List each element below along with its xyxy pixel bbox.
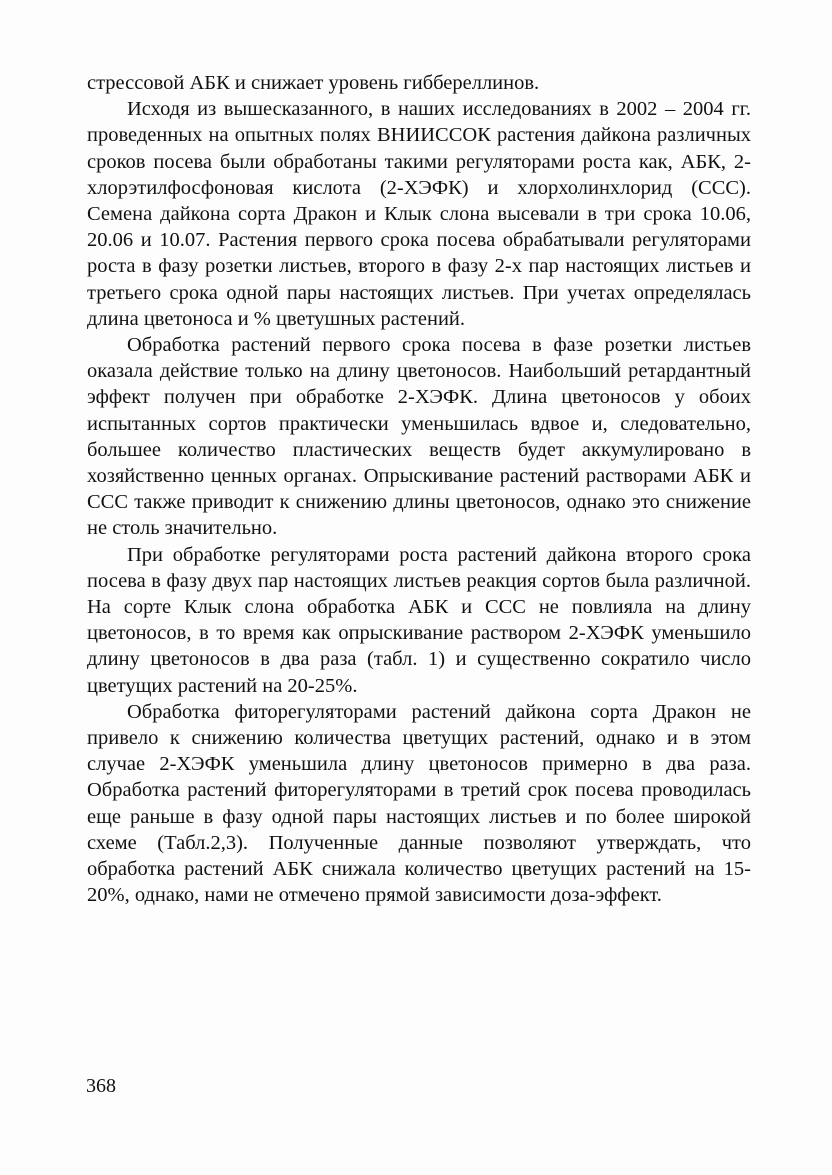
paragraph-continuation: стрессовой АБК и снижает уровень гиббереллинов. [87, 72, 540, 94]
paragraph: Исходя из вышесказанного, в наших исследованиях в 2002 – 2004 гг. проведенных на опытных полях ВНИИССОК растения дайкона различных сроков посева были обработаны такими регуляторами роста как, АБК, 2-хлорэтилфосфоновая кислота (2-ХЭФК) и хлорхолинхлорид (ССС). Семена дайкона сорта Дракон и Клык слона высевали в три срока 10.06, 20.06 и 10.07. Растения первого срока посева обрабатывали регуляторами роста в фазу розетки листьев, второго в фазу 2-х пар настоящих листьев и третьего срока одной пары настоящих листьев. При учетах определялась длина цветоноса и % цветушных растений. [87, 98, 751, 330]
paragraph: При обработке регуляторами роста растений дайкона второго срока посева в фазу двух пар настоящих листьев реакция сортов была различной. На сорте Клык слона обработка АБК и ССС не повлияла на длину цветоносов, в то время как опрыскивание раствором 2-ХЭФК уменьшило длину цветоносов в два раза (табл. 1) и существенно сократило число цветущих растений на 20-25%. [87, 543, 751, 697]
paragraph: Обработка фиторегуляторами растений дайкона сорта Дракон не привело к снижению количества цветущих растений, однако и в этом случае 2-ХЭФК уменьшила длину цветоносов примерно в два раза. Обработка растений фиторегуляторами в третий срок посева проводилась еще раньше в фазу одной пары настоящих листьев и по более широкой схеме (Табл.2,3). Полученные данные позволяют утверждать, что обработка растений АБК снижала количество цветущих растений на 15-20%, однако, нами не отмечено прямой зависимости доза-эффект. [87, 700, 751, 907]
page-number: 368 [86, 1075, 116, 1097]
paragraph: Обработка растений первого срока посева в фазе розетки листьев оказала действие только на длину цветоносов. Наибольший ретардантный эффект получен при обработке 2-ХЭФК. Длина цветоносов у обоих испытанных сортов практически уменьшилась вдвое и, следовательно, большее количество пластических веществ будет аккумулировано в хозяйственно ценных органах. Опрыскивание растений растворами АБК и ССС также приводит к снижению длины цветоносов, однако это снижение не столь значительно. [87, 334, 751, 540]
body-text [87, 70, 751, 909]
